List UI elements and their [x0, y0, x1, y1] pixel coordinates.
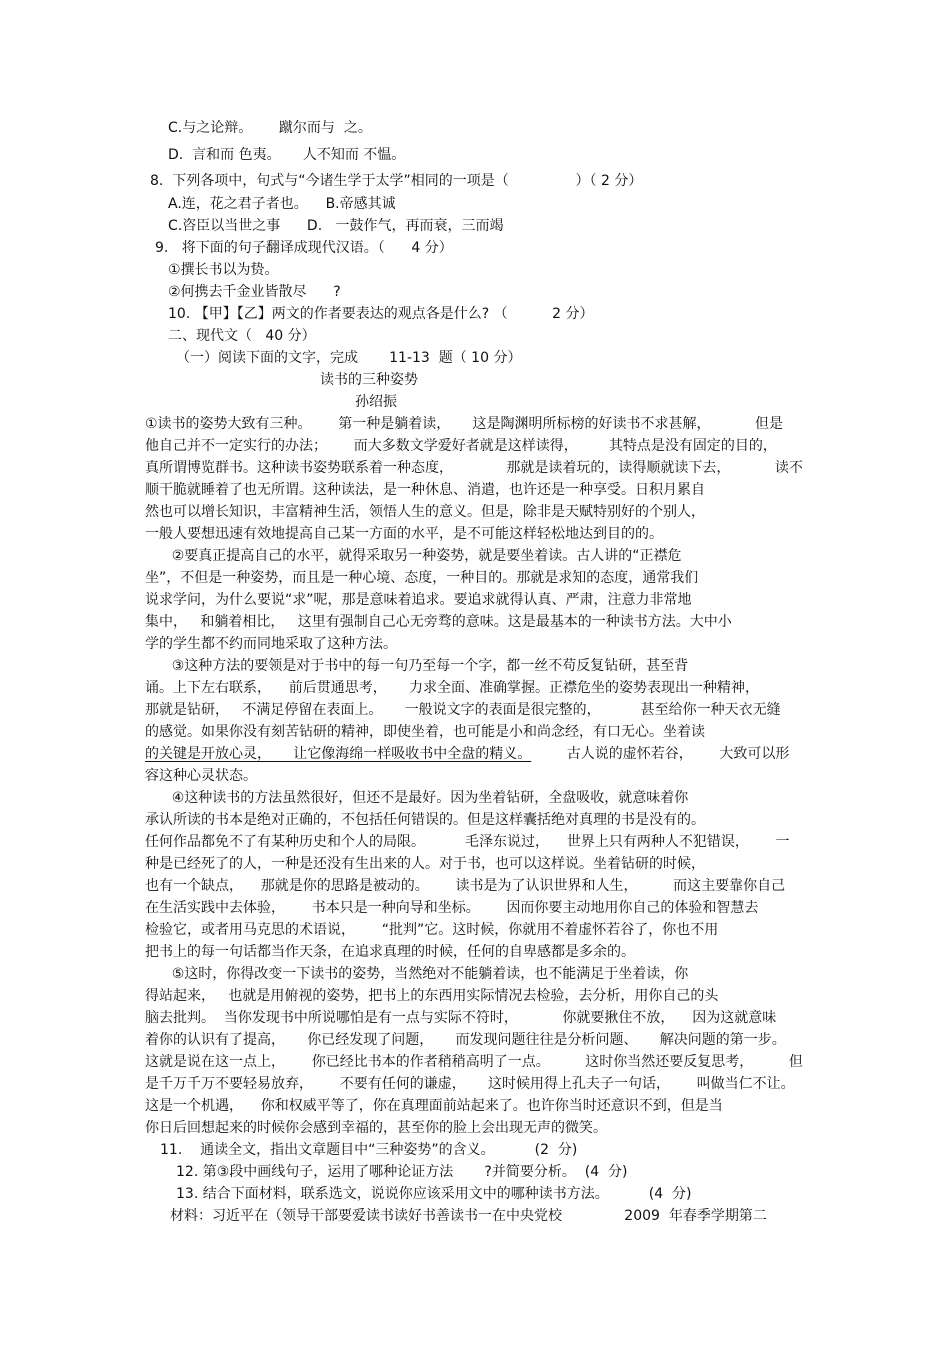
- article-line: 真所谓博览群书。这种读书姿势联系着一种态度， 那就是读着玩的，读得顺就读下去， 读不: [145, 460, 803, 476]
- article-line: 他自己并不一定实行的办法； 而大多数文学爱好者就是这样读得， 其特点是没有固定的目的，: [145, 438, 777, 454]
- question-8: 8. 下列各项中，句式与“今诸生学于太学”相同的一项是（ ）（ 2 分）: [150, 173, 643, 189]
- article-title: 读书的三种姿势: [320, 372, 418, 388]
- article-line: 任何作品都免不了有某种历史和个人的局限。 毛泽东说过， 世界上只有两种人不犯错误， 一: [145, 834, 790, 850]
- article-line: 这就是说在这一点上， 你已经比书本的作者稍稍高明了一点。 这时你当然还要反复思考， 但: [145, 1054, 803, 1070]
- article-line: 也有一个缺点， 那就是你的思路是被动的。 读书是为了认识世界和人生， 而这主要靠你自己: [145, 878, 786, 894]
- article-line: 在生活实践中去体验， 书本只是一种向导和坐标。 因而你要主动地用你自己的体验和智慧去: [145, 900, 759, 916]
- article-line: 是千万千万不要轻易放弃， 不要有任何的谦虚， 这时候用得上孔夫子一句话， 叫做当仁不让。: [145, 1076, 795, 1092]
- article-line: 承认所读的书本是绝对正确的，不包括任何错误的。但是这样囊括绝对真理的书是没有的。: [145, 812, 705, 828]
- q9-sentence-1: ①撰长书以为贽。: [168, 262, 279, 278]
- article-line: 的感觉。如果你没有刻苦钻研的精神，即使坐着，也可能是小和尚念经，有口无心。坐着读: [145, 724, 705, 740]
- article-line: 坐”，不但是一种姿势，而且是一种心境、态度，一种目的。那就是求知的态度，通常我们: [145, 570, 699, 586]
- article-line: ④这种读书的方法虽然很好，但还不是最好。因为坐着钻研，全盘吸收，就意味着你: [145, 790, 689, 806]
- q8-options-cd: C.咨臣以当世之事 D. 一鼓作气，再而衰，三而竭: [168, 218, 504, 234]
- article-line: 诵。上下左右联系， 前后贯通思考， 力求全面、准确掌握。正襟危坐的姿势表现出一种精神，: [145, 680, 760, 696]
- article-line: 得站起来， 也就是用俯视的姿势，把书上的东西用实际情况去检验，去分析，用你自己的头: [145, 988, 719, 1004]
- article-line: 种是已经死了的人，一种是还没有生出来的人。对于书，也可以这样说。坐着钻研的时候，: [145, 856, 705, 872]
- section-2-1-heading: （一）阅读下面的文字，完成 11-13 题（ 10 分）: [176, 350, 522, 366]
- article-author: 孙绍振: [355, 394, 397, 410]
- question-10: 10. 【甲】【乙】两文的作者要表达的观点各是什么? （ 2 分）: [168, 306, 594, 322]
- article-line: 着你的认识有了提高， 你已经发现了问题， 而发现问题往往是分析问题、 解决问题的第一步。: [145, 1032, 786, 1048]
- article-line: 容这种心灵状态。: [145, 768, 257, 784]
- article-line: 把书上的每一句话都当作天条，在追求真理的时候，任何的自卑感都是多余的。: [145, 944, 635, 960]
- question-11: 11. 通读全文，指出文章题目中“三种姿势”的含义。 (2 分): [160, 1142, 578, 1158]
- underlined-sentence: 的关键是开放心灵， 让它像海绵一样吸收书中全盘的精义。: [145, 746, 532, 762]
- article-line: 那就是钻研， 不满足停留在表面上。 一般说文字的表面是很完整的， 甚至给你一种天衣无缝: [145, 702, 781, 718]
- article-line: ①读书的姿势大致有三种。 第一种是躺着读， 这是陶渊明所标榜的好读书不求甚解， 但是: [145, 416, 784, 432]
- q9-sentence-2: ②何携去千金业皆散尽 ?: [168, 284, 341, 300]
- question-9: 9. 将下面的句子翻译成现代汉语。（ 4 分）: [155, 240, 453, 256]
- article-line: 你日后回想起来的时候你会感到幸福的，甚至你的脸上会出现无声的微笑。: [145, 1120, 607, 1136]
- article-line: 检验它，或者用马克思的术语说， “批判”它。这时候，你就用不着虚怀若谷了，你也不用: [145, 922, 719, 938]
- article-line: 集中， 和躺着相比， 这里有强制自己心无旁骛的意味。这是最基本的一种读书方法。大中小: [145, 614, 732, 630]
- article-line: 说求学问，为什么要说“求”呢，那是意味着追求。要追求就得认真、严肃，注意力非常地: [145, 592, 692, 608]
- article-line: 然也可以增长知识，丰富精神生活，领悟人生的意义。但是，除非是天赋特别好的个别人，: [145, 504, 705, 520]
- article-line: ②要真正提高自己的水平，就得采取另一种姿势，就是要坐着读。古人讲的“正襟危: [145, 548, 682, 564]
- article-line: 古人说的虚怀若谷， 大致可以形: [540, 746, 790, 762]
- q8-options-ab: A.连，花之君子者也。 B.帝感其诚: [168, 196, 396, 212]
- article-line: 这是一个机遇， 你和权威平等了，你在真理面前站起来了。也许你当时还意识不到，但是当: [145, 1098, 723, 1114]
- q7-option-d: D. 言和而 色夷。 人不知而 不愠。: [168, 147, 406, 163]
- question-13: 13. 结合下面材料，联系选文，说说你应该采用文中的哪种读书方法。 (4 分): [176, 1186, 692, 1202]
- article-line: 顺干脆就睡着了也无所谓。这种读法，是一种休息、消遣，也许还是一种享受。日积月累自: [145, 482, 705, 498]
- section-2-heading: 二、现代文（ 40 分）: [168, 328, 316, 344]
- question-12: 12. 第③段中画线句子，运用了哪种论证方法 ?并简要分析。 (4 分): [176, 1164, 628, 1180]
- material-text: 材料：习近平在（领导干部要爱读书读好书善读书一在中央党校 2009 年春季学期第二: [170, 1208, 767, 1224]
- article-line: 一般人要想迅速有效地提高自己某一方面的水平，是不可能这样轻松地达到目的的。: [145, 526, 663, 542]
- article-line: ⑤这时，你得改变一下读书的姿势，当然绝对不能躺着读，也不能满足于坐着读，你: [145, 966, 689, 982]
- article-line: 学的学生都不约而同地采取了这种方法。: [145, 636, 397, 652]
- q7-option-c: C.与之论辩。 蹴尔而与 之。: [168, 120, 372, 136]
- article-line: 脑去批判。 当你发现书中所说哪怕是有一点与实际不符时， 你就要揪住不放， 因为这就意味: [145, 1010, 777, 1026]
- article-line: ③这种方法的要领是对于书中的每一句乃至每一个字，都一丝不苟反复钻研，甚至背: [145, 658, 689, 674]
